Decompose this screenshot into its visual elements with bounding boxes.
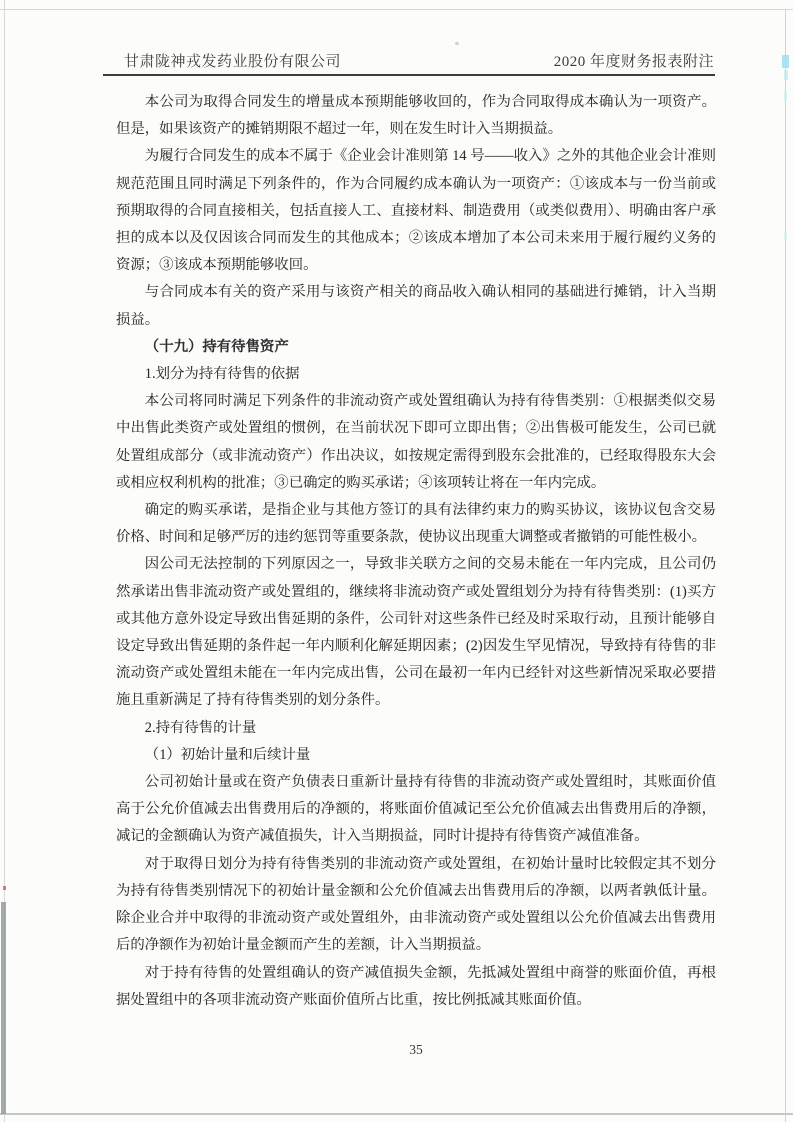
header-rule bbox=[103, 74, 715, 76]
paragraph-contract-acquisition-cost: 本公司为取得合同发生的增量成本预期能够收回的，作为合同取得成本确认为一项资产。但是，如果该资产的摊销期限不超过一年，则在发生时计入当期损益。 bbox=[116, 94, 716, 138]
scan-edge-right bbox=[785, 10, 786, 1122]
scan-edge-bottom bbox=[0, 1113, 793, 1115]
section-heading-held-for-sale-assets: （十九）持有待售资产 bbox=[144, 338, 289, 355]
paragraph-contract-performance-cost: 为履行合同发生的成本不属于《企业会计准则第 14 号——收入》之外的其他企业会计准则规范范围且同时满足下列条件的，作为合同履约成本确认为一项资产：①该成本与一份当前或预期取得的合同直接相关，包括直接人工、直接材料、制造费用（或类似费用）、明确由客户承担的成本以及仅因该合同而发生的其他成本；②该成本增加了本公司未来用于履行履约义务的资源；③该成本预期能够收回。 bbox=[116, 148, 716, 274]
paragraph-disposal-group-impairment-allocation: 对于持有待售的处置组确认的资产减值损失金额，先抵减处置组中商誉的账面价值，再根据处置组中的各项非流动资产账面价值所占比重，按比例抵减其账面价值。 bbox=[116, 964, 716, 1008]
page-header bbox=[124, 50, 714, 71]
scan-mark-cyan bbox=[784, 92, 787, 101]
paragraph-classification-conditions: 本公司将同时满足下列条件的非流动资产或处置组确认为持有待售类别：①根据类似交易中出售此类资产或处置组的惯例，在当前状况下即可立即出售；②出售极可能发生，公司已就处置组成部分（或非流动资产）作出决议，如按规定需得到股东会批准的，已经取得股东大会或相应权利机构的批准；③已确定的购买承诺；④该项转让将在一年内完成。 bbox=[116, 393, 716, 491]
document-title: 2020 年度财务报表附注 bbox=[553, 54, 714, 70]
paragraph-acquisition-date-measurement: 对于取得日划分为持有待售类别的非流动资产或处置组，在初始计量时比较假定其不划分为持有待售类别情况下的初始计量金额和公允价值减去出售费用后的净额，以两者孰低计量。除企业合并中取得的非流动资产或处置组外，由非流动资产或处置组以公允价值减去出售费用后的净额作为初始计量金额而产生的差额，计入当期损益。 bbox=[116, 855, 716, 954]
subsection-heading-classification-basis: 1.划分为持有待售的依据 bbox=[144, 366, 300, 383]
scan-mark-cyan bbox=[784, 70, 788, 80]
subsection-heading-initial-subsequent-measurement: （1）初始计量和后续计量 bbox=[144, 746, 311, 763]
paragraph-contract-cost-amortization: 与合同成本有关的资产采用与该资产相关的商品收入确认相同的基础进行摊销，计入当期损益。 bbox=[116, 284, 716, 328]
paragraph-sale-delay-exceptions: 因公司无法控制的下列原因之一，导致非关联方之间的交易未能在一年内完成，且公司仍然承诺出售非流动资产或处置组的，继续将非流动资产或处置组划分为持有待售类别：(1)买方或其他方意外设定导致出售延期的条件，公司针对这些条件已经及时采取行动，且预计能够自设定导致出售延期的条件起一年内顺利化解延期因素；(2)因发生罕见情况，导致持有待售的非流动资产或处置组未能在一年内完成出售，公司在最初一年内已经针对这些新情况采取必要措施且重新满足了持有待售类别的划分条件。 bbox=[116, 556, 716, 709]
page-footer bbox=[116, 1042, 716, 1058]
page-number: 35 bbox=[409, 1042, 423, 1057]
scan-edge-left-bar bbox=[1, 902, 6, 1114]
document-body bbox=[116, 89, 716, 1014]
subsection-heading-measurement: 2.持有待售的计量 bbox=[144, 719, 257, 736]
scan-mark-cyan bbox=[784, 232, 787, 240]
scan-speck bbox=[3, 886, 6, 890]
scan-speck bbox=[455, 42, 459, 45]
paragraph-firm-purchase-commitment: 确定的购买承诺，是指企业与其他方签订的具有法律约束力的购买协议，该协议包含交易价格、时间和足够严厉的违约惩罚等重要条款，使协议出现重大调整或者撤销的可能性极小。 bbox=[116, 502, 716, 546]
company-name: 甘肃陇神戎发药业股份有限公司 bbox=[124, 54, 342, 70]
scan-edge-top bbox=[0, 9, 793, 10]
scan-mark-cyan bbox=[782, 55, 789, 68]
paragraph-remeasurement-impairment: 公司初始计量或在资产负债表日重新计量持有待售的非流动资产或处置组时，其账面价值高于公允价值减去出售费用后的净额的，将账面价值减记至公允价值减去出售费用后的净额，减记的金额确认为资产减值损失，计入当期损益，同时计提持有待售资产减值准备。 bbox=[116, 774, 716, 845]
